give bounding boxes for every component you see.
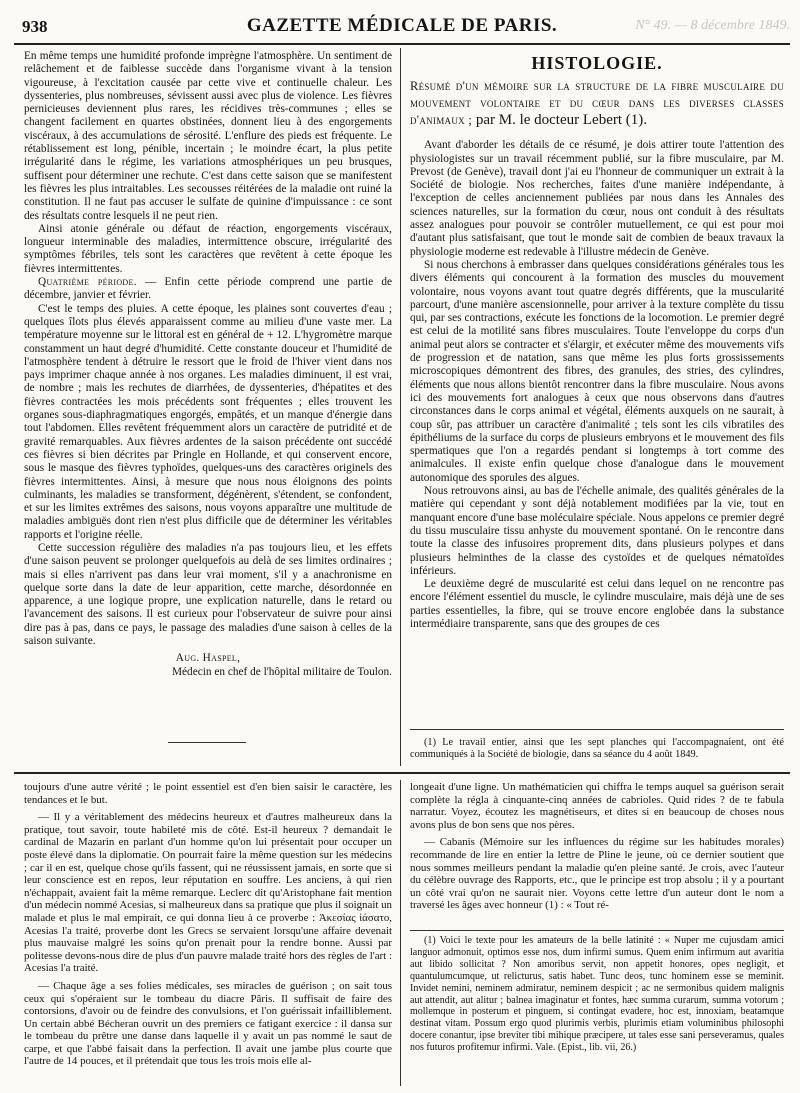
paragraph: Ainsi atonie générale ou défaut de réaction, engorgements viscéraux, longueur interminable des maladies, intermittence obscure, irrégularité des symptômes fébriles, tels sont les caractères que revêtent à cette époque les fièvres intermittentes. [24,222,392,275]
paragraph: Si nous cherchons à embrasser dans quelques considérations générales tous les divers éléments qui concourent à la formation des muscles du mouvement volontaire, nous voyons avant tout quatre degrés différents, que la muscularité parcourt, d'une manière ascensionnelle, pour arriver à la texture complète du tissu qui, par ses contractions, exécute les fonctions de la locomotion. Le premier degré est celui de la motilité sans fibres musculaires. Toute l'enveloppe du corps d'un animal peut alors se contracter et s'élargir, et exécuter même des mouvements vifs de progression et de natation, sans que même les plus forts grossissements microscopiques démontrent des fibres, des granules, des stries, des cylindres, éléments que nous allons bientôt rencontrer dans la fibre musculaire. Nous avons ici des mouvements fort analogues à ceux que nous observons dans d'autres circonstances dans le corps animal et végétal, éléments auxquels on ne saurait, à coup sûr, pas attribuer un caractère d'animalité ; tels sont les cils vibratiles des épithéliums de la surface du corps de plusieurs embryons et le mouvement des fils spermatiques que l'on a regardés pendant si longtemps à tort comme des animalcules. Il existe enfin quelque chose d'analogue dans le mouvement autonomique des sporules des algues. [410,258,784,484]
column-divider [400,48,401,766]
period-text: — Enfin cette période comprend une partie de décembre, janvier et février. [24,276,392,302]
page-header [14,15,790,39]
column-divider-bottom [400,780,401,1086]
bottom-left-column [24,781,392,1086]
end-rule [168,742,246,743]
right-column [410,55,784,723]
left-column [24,50,392,770]
right-footnote [410,737,784,767]
paragraph: toujours d'une autre vérité ; le point essentiel est d'en bien saisir le caractère, les tendances et le but. [24,781,392,806]
footnote-rule-bottom [410,930,784,931]
paragraph: — Chaque âge a ses folies médicales, ses miracles de guérison ; on sait tous ceux qui s'opéraient sur le tombeau du diacre Pâris. Il suffisait de faire des contorsions, d'avoir ou de feindre des convulsions, et l'on guérissait infailliblement. Un certain abbé Bécheran ouvrit un des premiers ce fatigant exercice : il dansa sur le tombeau du prêtre une danse dans laquelle il y avait un pas nommé le saut de carpe, et que l'abbé faisait dans la perfection. Il avait une jambe plus courte que l'autre de 14 pouces, et il prétendait que tous les trois mois elle al- [24,979,392,1068]
feuilleton-rule [14,772,790,774]
article-title: Résumé d'un mémoire sur la structure de la fibre musculaire du mouvement volontaire et du cœur dans les diverses classes d'animaux ; [410,79,784,128]
page-number: 938 [22,17,48,36]
header-rule [14,43,790,45]
paragraph: Nous retrouvons ainsi, au bas de l'échelle animale, des qualités générales de la matière qui cependant y sont déjà notablement modifiées par la vie, tout en manquant encore d'une base moléculaire spéciale. Nous appelons ce premier degré du tissu musculaire tissu anhyste du mouvement spontané. On le rencontre dans toute la classe des infusoires proprement dits, dans plusieurs polypes et dans plusieurs helminthes de la classe des cystoïdes et de quelques nématoïdes inférieurs. [410,485,784,577]
period-label: Quatrième période. [38,276,137,289]
paragraph: — Cabanis (Mémoire sur les influences du régime sur les habitudes morales) recommande de lire en entier la lettre de Pline le jeune, où ce dernier soutient que nous sommes meilleurs pendant la maladie qu'en pleine santé. Je crois, avec l'auteur du célèbre ouvrage des Rapports, etc., que le principe est trop absolu ; il y a pourtant un côté vrai qu'on ne saurait nier. Voyons cette lettre d'un auteur dont le nom a traversé les âges avec honneur (1) : « Tout ré- [410,836,784,912]
paragraph: En même temps une humidité profonde imprègne l'atmosphère. Un sentiment de relâchement et de faiblesse succède dans l'organisme vivant à la tension vigoureuse, à l'excitation causée par cette vive et continuelle chaleur. Les dyssenteries, plus nombreuses, sévissent aussi avec plus de violence. Les fièvres pernicieuses deviennent plus rares, les récidives très-communes ; elles se changent facilement en quartes obstinées, donnent lieu à des engorgements viscéraux, à des accumulations de sérosité. L'enflure des pieds est fréquente. Le rétablissement est long, pénible, incertain ; le moindre écart, la plus petite irrégularité dans le régime, les variations atmosphériques un peu brusques, suffisent pour déterminer une rechute. C'est dans cette saison que se manifestent les fièvres les plus intraitables. Les secousses réitérées de la maladie ont ruiné la constitution. Il ne faut pas accuser le sulfate de quinine d'impuissance : ce sont des résultats contre lesquels il ne peut rien. [24,50,392,222]
bottom-right-column [410,781,784,926]
paragraph: Cette succession régulière des maladies n'a pas toujours lieu, et les effets d'une saison peuvent se prolonger quelquefois au delà de ses limites ordinaires ; mais si elles n'arrivent pas dans leur vrai moment, s'il y a anachronisme en quelque sorte dans la date de leur apparition, cette marche, désordonnée en apparence, a une logique propre, une explication naturelle, dans le retard ou l'avancement des saisons. Il est curieux pour l'observateur de suivre pour ainsi dire pas à pas, dans ce pays, le passage des maladies d'une saison à celles de la saison suivante. [24,541,392,648]
article-heading [410,78,784,129]
paragraph: Le deuxième degré de muscularité est celui dans lequel on ne rencontre pas encore l'élément essentiel du muscle, le cylindre musculaire, mais déjà une de ses parties essentielles, la fibre, qui se trouve encore englobée dans la substance intermédiaire transparente, sans que des groupes de ces [410,578,784,630]
paragraph: — Il y a véritablement des médecins heureux et d'autres malheureux dans la pratique, tout savoir, toute habileté mis de côté. Est-il heureux ? demandait le cardinal de Mazarin en parlant d'un homme qu'on lui présentait pour occuper un poste élevé dans la diplomatie. On pourrait faire la même question sur les médecins ; car il en est, quelque chose qu'ils fassent, qui ne réussissent jamais, en sorte que si leur conscience est en repos, leur réputation en souffre. Les anciens, à qui rien n'échappait, avaient fait la même remarque. Leclerc dit qu'Aristophane fait mention d'un médecin nommé Acesias, si malheureux dans sa pratique que plus il soignait un malade et plus le mal empirait, ce qui donna lieu à ce proverbe : Ἀκεσίας ἰάσατο, Acesias l'a traité, proverbe dont les Grecs se servaient lorsqu'une affaire devenait plus mauvaise malgré les soins qu'on prenait pour la rendre bonne. Aussi par politesse devons-nous dire de plus d'un pauvre malade traité hors des règles de l'art : Acesias l'a traité. [24,811,392,975]
section-title: HISTOLOGIE. [531,55,663,73]
bleed-through-text: N° 49. — 8 décembre 1849. [635,18,790,33]
article-author: par M. le docteur Lebert (1). [472,112,648,129]
paragraph: Avant d'aborder les détails de ce résumé, je dois attirer toute l'attention des physiologistes sur un travail récemment publié, sur la fibre musculaire, par M. Prevost (de Genève), travail dont j'ai eu l'honneur de communiquer un extrait à la Société de biologie. Nos recherches, faites d'une manière indépendante, à l'exception de celles anciennement publiées par nous dans les Annales des sciences naturelles, sur la formation du cœur, nous ont conduit à des résultats assez analogues pour pouvoir se contrôler mutuellement, ce qui est pour moi d'autant plus satisfaisant, que tout le monde sait de combien de beaux travaux la physiologie moderne est redevable à l'illustre médecin de Genève. [410,139,784,258]
author-role: Médecin en chef de l'hôpital militaire de Toulon. [171,665,392,678]
author-signature: Aug. Haspel, [175,652,241,665]
journal-title: GAZETTE MÉDICALE DE PARIS. [246,15,558,36]
footnote: (1) Voici le texte pour les amateurs de la belle latinité : « Nuper me cujusdam amici languor admonuit, optimos esse nos, dum infirmi sumus. Quem enim infirmum aut avaritia aut libido sollicitat ? Non amoribus servit, non appetit honores, opes negligit, et quantulumcumque, ut relicturus, satis habet. Tunc deos, tunc hominem esse se meminit. Invidet nemini, neminem admiratur, neminem despicit ; ac ne sermonibus quidem malignis aut attendit, aut alitur ; balnea imaginatur et fontes, hæc summa curarum, summa votorum ; mollemque in posterum et pinguem, si contingat evadere, hoc est, innoxiam, beatamque destinat vitam. Possum ergo quod plurimis verbis, plurimis etiam voluminibus philosophi docere conantur, ipse breviter tibi mihique præcipere, ut tales esse sani perseveramus, quales nos futuros profitemur infirmi. Vale. (Epist., lib. vii, 26.) [410,935,784,1054]
bottom-right-footnote [410,935,784,1087]
footnote: (1) Le travail entier, ainsi que les sept planches qui l'accompagnaient, ont été communiqués à la Société de biologie, dans sa séance du 4 août 1849. [410,737,784,761]
period-paragraph [24,276,392,303]
paragraph: C'est le temps des pluies. A cette époque, les plaines sont couvertes d'eau ; quelques îlots plus élevés apparaissent comme au milieu d'une vaste mer. La température moyenne sur le littoral est en général de + 12. L'hygromètre marque constamment un haut degré d'humidité. Cette constante douceur et l'humidité de l'atmosphère tendent à détruire le ressort que le froid de l'hiver vient dans nos pays imprimer chaque année à nos organes. Les maladies diminuent, il est vrai, de nombre ; mais les rechutes de diarrhées, de dyssenteries, d'hépatites et des fièvres contractées les mois précédents sont fréquentes ; elles trouvent les organes sous-diaphragmatiques engorgés, empâtés, et un manque d'énergie dans tout l'abdomen. Elles revêtent fréquemment alors un caractère de putridité et de gravité remarquables. Aux fièvres ardentes de la saison précédente ont succédé ces fièvres si bien décrites par Pringle en Hollande, et qui conservent encore, sous le masque des fièvres typhoïdes, quelques-uns des caractères originels des fièvres intermittentes. Ainsi, à mesure que nous nous éloignons des points culminants, les maladies se transforment, dégénèrent, s'étendent, se confondent, et sur les limites extrêmes des saisons, nous voyons apparaître une multitude de maladies ambiguës dont rien n'est plus difficile que de déterminer les véritables rapports et l'origine réelle. [24,302,392,541]
footnote-rule [410,729,784,730]
paragraph: longeait d'une ligne. Un mathématicien qui chiffra le temps auquel sa guérison serait complète la régla à cinquante-cinq années de cabrioles. Quid rides ? de te fabula narratur. Voyez, écoutez les magnétiseurs, et dites si en beaucoup de choses nous avons plus de bon sens que nos pères. [410,781,784,831]
